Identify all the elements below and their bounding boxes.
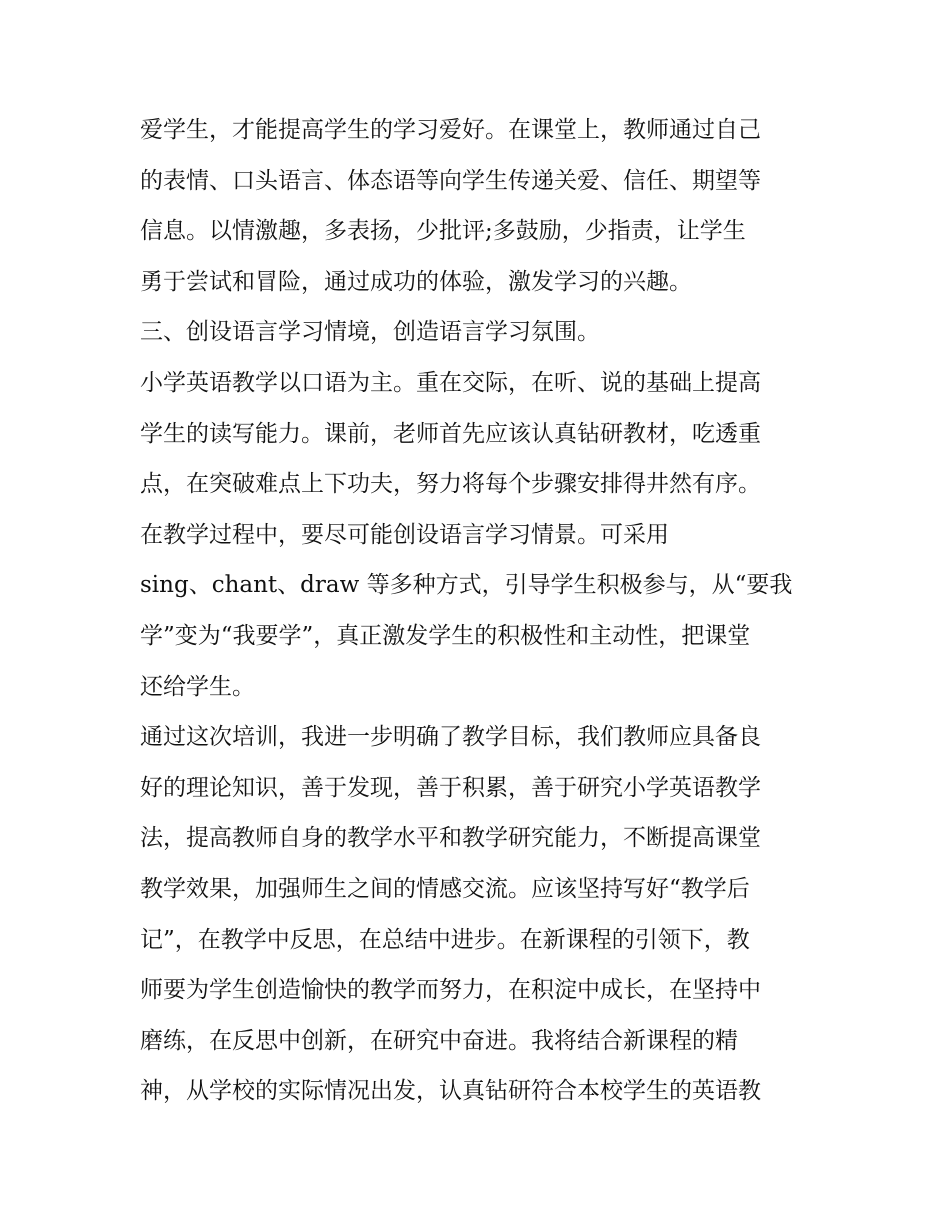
text-line: sing、chant、draw 等多种方式，引导学生积极参与，从“要我 <box>140 572 793 599</box>
text-line: 的表情、口头语言、体态语等向学生传递关爱、信任、期望等 <box>140 167 761 194</box>
text-line: 通过这次培训，我进一步明确了教学目标，我们教师应具备良 <box>140 724 761 751</box>
text-line: 磨练，在反思中创新，在研究中奋进。我将结合新课程的精 <box>140 1027 738 1054</box>
text-line: 点，在突破难点上下功夫，努力将每个步骤安排得井然有序。 <box>140 471 761 498</box>
body-text <box>140 105 820 1117</box>
text-line: 师要为学生创造愉快的教学而努力，在积淀中成长，在坚持中 <box>140 977 761 1004</box>
text-line: 信息。以情激趣，多表扬，少批评;多鼓励，少指责，让学生 <box>140 218 746 245</box>
text-line: 学生的读写能力。课前，老师首先应该认真钻研教材，吃透重 <box>140 420 761 447</box>
text-line: 还给学生。 <box>140 673 255 700</box>
text-line: 小学英语教学以口语为主。重在交际，在听、说的基础上提高 <box>140 369 761 396</box>
text-line: 爱学生，才能提高学生的学习爱好。在课堂上，教师通过自己 <box>140 117 761 143</box>
text-line: 神，从学校的实际情况出发，认真钻研符合本校学生的英语教 <box>140 1078 761 1105</box>
text-line: 在教学过程中，要尽可能创设语言学习情景。可采用 <box>140 521 669 548</box>
text-line: 学”变为“我要学”，真正激发学生的积极性和主动性，把课堂 <box>140 622 751 649</box>
text-line: 法，提高教师自身的教学水平和教学研究能力，不断提高课堂 <box>140 825 761 852</box>
text-line: 好的理论知识，善于发现，善于积累，善于研究小学英语教学 <box>140 774 761 801</box>
text-line: 教学效果，加强师生之间的情感交流。应该坚持写好“教学后 <box>140 875 750 902</box>
section-heading: 三、创设语言学习情境，创造语言学习氛围。 <box>140 319 600 346</box>
text-line: 记”，在教学中反思，在总结中进步。在新课程的引领下，教 <box>140 926 750 953</box>
text-line: 勇于尝试和冒险，通过成功的体验，激发学习的兴趣。 <box>140 268 692 295</box>
